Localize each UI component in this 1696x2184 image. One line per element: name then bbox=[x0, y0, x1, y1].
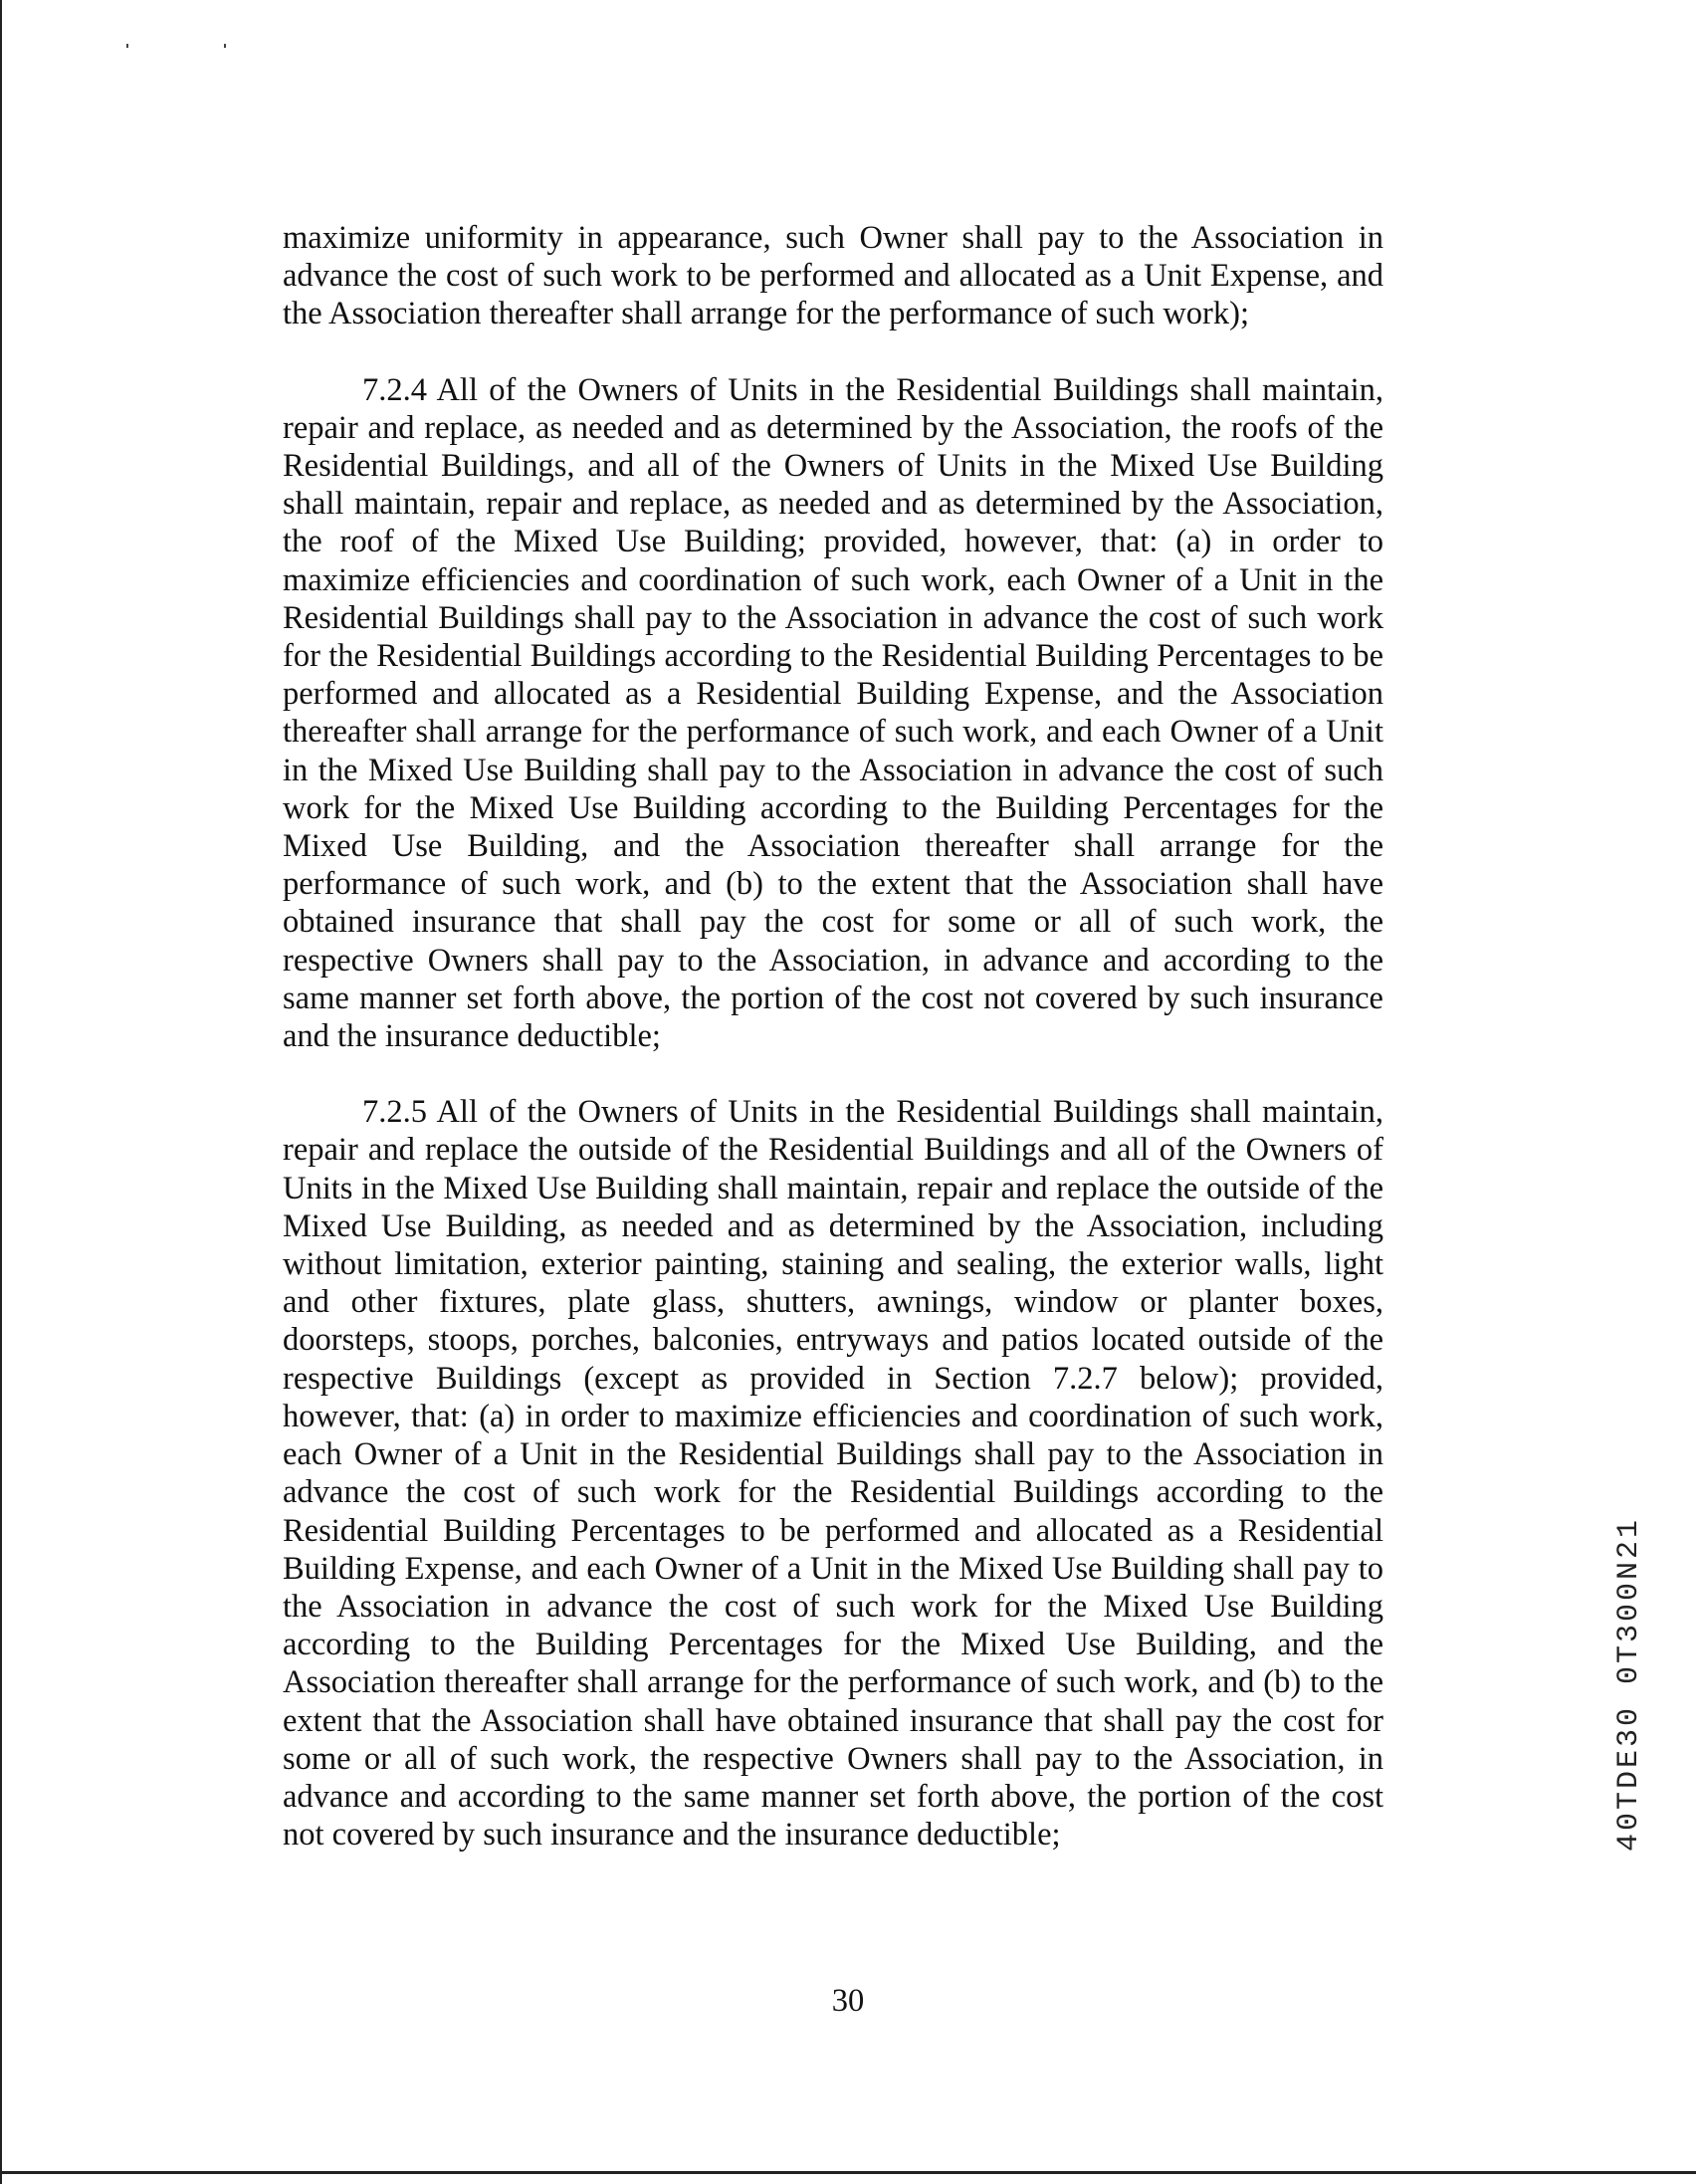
page-edge-left bbox=[0, 0, 2, 2184]
margin-stamp: 40TDE30 0T300N21 bbox=[1612, 1516, 1646, 1852]
paragraph-continuation: maximize uniformity in appearance, such Owner shall pay to the Association in advance the cost of such work to be performed and allocated as a Unit Expense, and the Association thereafter shall arrange for the performance of such work); bbox=[283, 220, 1383, 332]
page-number: 30 bbox=[831, 1983, 865, 2019]
scan-speck bbox=[224, 44, 226, 48]
page-edge-bottom bbox=[0, 2171, 1696, 2174]
scan-speck bbox=[126, 44, 128, 48]
document-body bbox=[283, 219, 1383, 1891]
paragraph-section-7-2-5: 7.2.5 All of the Owners of Units in the Residential Buildings shall maintain, repair and replace the outside of the Residential Buildings and all of the Owners of Units in the Mixed Use Building shall maintain, repair and replace the outside of the Mixed Use Building, as needed and as determined by the Association, including without limitation, exterior painting, staining and sealing, the exterior walls, light and other fixtures, plate glass, shutters, awnings, window or planter boxes, doorsteps, stoops, porches, balconies, entryways and patios located outside of the respective Buildings (except as provided in Section 7.2.7 below); provided, however, that: (a) in order to maximize efficiencies and coordination of such work, each Owner of a Unit in the Residential Buildings shall pay to the Association in advance the cost of such work for the Residential Buildings according to the Residential Building Percentages to be performed and allocated as a Residential Building Expense, and each Owner of a Unit in the Mixed Use Building shall pay to the Association in advance the cost of such work for the Mixed Use Building according to the Building Percentages for the Mixed Use Building, and the Association thereafter shall arrange for the performance of such work, and (b) to the extent that the Association shall have obtained insurance that shall pay the cost for some or all of such work, the respective Owners shall pay to the Association, in advance and according to the same manner set forth above, the portion of the cost not covered by such insurance and the insurance deductible; bbox=[283, 1094, 1383, 1854]
paragraph-section-7-2-4: 7.2.4 All of the Owners of Units in the Residential Buildings shall maintain, repair and replace, as needed and as determined by the Association, the roofs of the Residential Buildings, and all of the Owners of Units in the Mixed Use Building shall maintain, repair and replace, as needed and as determined by the Association, the roof of the Mixed Use Building; provided, however, that: (a) in order to maximize efficiencies and coordination of such work, each Owner of a Unit in the Residential Buildings shall pay to the Association in advance the cost of such work for the Residential Buildings according to the Residential Building Percentages to be performed and allocated as a Residential Building Expense, and the Association thereafter shall arrange for the performance of such work, and each Owner of a Unit in the Mixed Use Building shall pay to the Association in advance the cost of such work for the Mixed Use Building according to the Building Percentages for the Mixed Use Building, and the Association thereafter shall arrange for the performance of such work, and (b) to the extent that the Association shall have obtained insurance that shall pay the cost for some or all of such work, the respective Owners shall pay to the Association, in advance and according to the same manner set forth above, the portion of the cost not covered by such insurance and the insurance deductible; bbox=[283, 371, 1383, 1055]
